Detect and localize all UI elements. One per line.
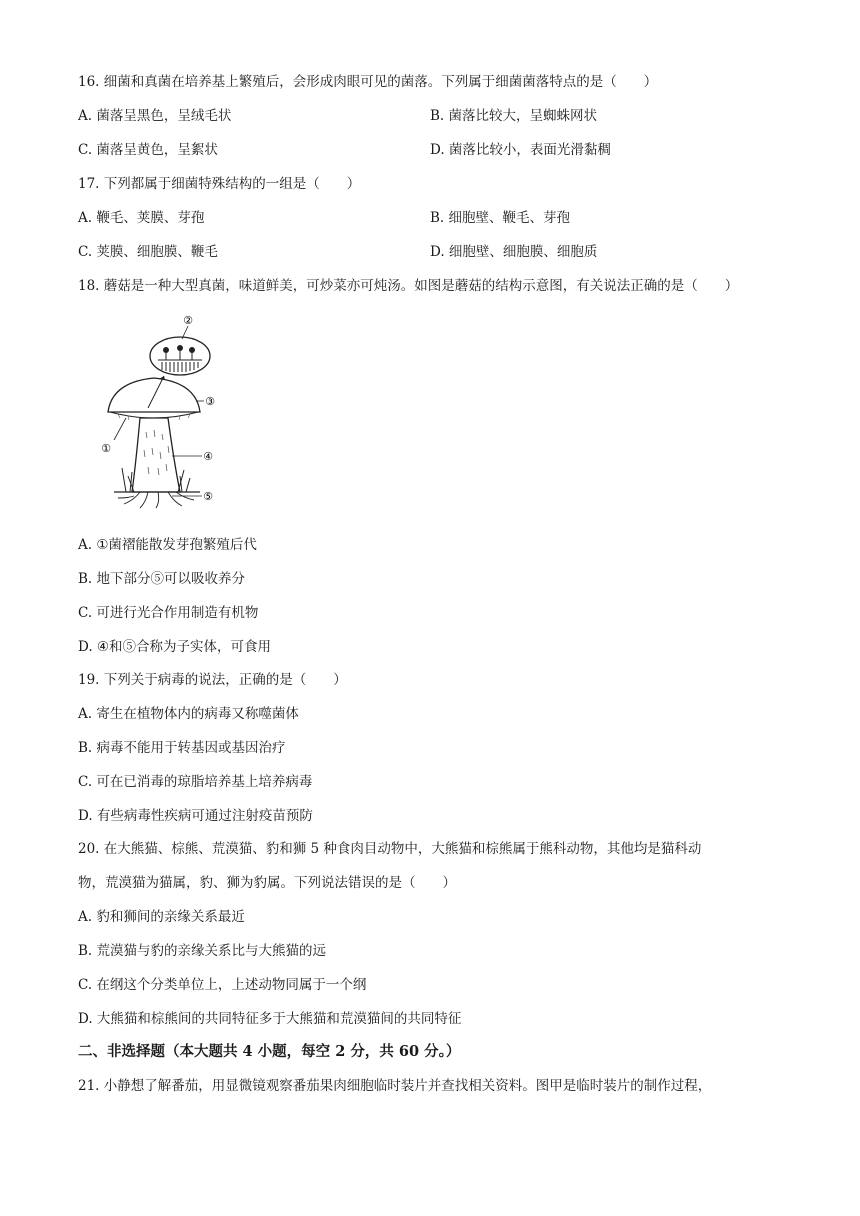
question-16-option-c: C. 菌落呈黄色，呈絮状 [78, 142, 218, 158]
question-17-option-b: B. 细胞壁、鞭毛、芽孢 [430, 210, 571, 226]
question-19-stem: 19. 下列关于病毒的说法，正确的是（ ） [78, 672, 347, 688]
question-20-option-d: D. 大熊猫和棕熊间的共同特征多于大熊猫和荒漠猫间的共同特征 [78, 1011, 462, 1027]
question-20-stem-line2: 物，荒漠猫为猫属，豹、狮为豹属。下列说法错误的是（ ） [78, 875, 456, 891]
question-20-option-b: B. 荒漠猫与豹的亲缘关系比与大熊猫的远 [78, 943, 327, 959]
figure-label-1: ① [101, 442, 111, 455]
question-19-option-c: C. 可在已消毒的琼脂培养基上培养病毒 [78, 774, 313, 790]
question-16-option-a: A. 菌落呈黑色，呈绒毛状 [78, 108, 232, 124]
question-20-option-c: C. 在纲这个分类单位上，上述动物同属于一个纲 [78, 977, 367, 993]
figure-label-3: ③ [205, 395, 215, 408]
question-20-stem-line1: 20. 在大熊猫、棕熊、荒漠猫、豹和狮 5 种食肉目动物中，大熊猫和棕熊属于熊科动物，其他均是猫科动 [78, 841, 702, 857]
question-17-option-c: C. 荚膜、细胞膜、鞭毛 [78, 244, 218, 260]
question-18-option-b: B. 地下部分⑤可以吸收养分 [78, 571, 246, 587]
question-18-option-c: C. 可进行光合作用制造有机物 [78, 605, 259, 621]
question-19-option-b: B. 病毒不能用于转基因或基因治疗 [78, 740, 286, 756]
question-17-option-a: A. 鞭毛、荚膜、芽孢 [78, 210, 205, 226]
section-2-heading: 二、非选择题（本大题共 4 小题，每空 2 分，共 60 分。） [78, 1043, 461, 1060]
figure-label-2: ② [183, 314, 193, 327]
question-17-option-d: D. 细胞壁、细胞膜、细胞质 [430, 244, 598, 260]
question-18-option-a: A. ①菌褶能散发芽孢繁殖后代 [78, 537, 257, 553]
question-20-option-a: A. 豹和狮间的亲缘关系最近 [78, 909, 245, 925]
question-16-option-b: B. 菌落比较大，呈蜘蛛网状 [430, 108, 598, 124]
question-19-option-a: A. 寄生在植物体内的病毒又称噬菌体 [78, 706, 299, 722]
question-19-option-d: D. 有些病毒性疾病可通过注射疫苗预防 [78, 808, 313, 824]
question-16-stem: 16. 细菌和真菌在培养基上繁殖后，会形成肉眼可见的菌落。下列属于细菌菌落特点的是（ ） [78, 74, 658, 90]
mushroom-hyphae [118, 492, 194, 508]
mushroom-diagram [88, 312, 228, 512]
question-17-stem: 17. 下列都属于细菌特殊结构的一组是（ ） [78, 176, 361, 192]
figure-label-4: ④ [203, 450, 213, 463]
question-18-option-d: D. ④和⑤合称为子实体，可食用 [78, 639, 272, 655]
mushroom-stalk [132, 418, 180, 492]
figure-label-5: ⑤ [203, 490, 213, 503]
question-18-stem: 18. 蘑菇是一种大型真菌，味道鲜美，可炒菜亦可炖汤。如图是蘑菇的结构示意图，有关说法正确的是（ ） [78, 278, 739, 294]
question-21-stem-line1: 21. 小静想了解番茄，用显微镜观察番茄果肉细胞临时装片并查找相关资料。图甲是临时装片的制作过程， [78, 1078, 712, 1094]
question-16-option-d: D. 菌落比较小，表面光滑黏稠 [430, 142, 611, 158]
